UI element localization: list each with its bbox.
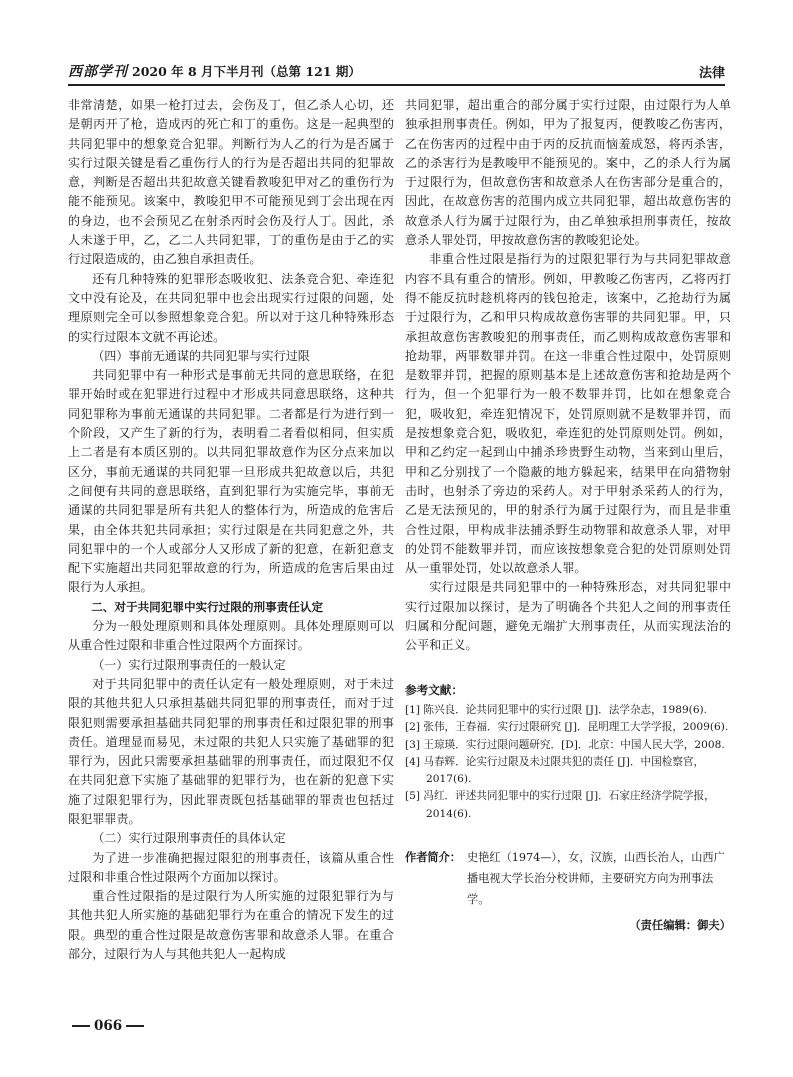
paragraph: 还有几种特殊的犯罪形态吸收犯、法条竞合犯、牵连犯文中没有论及，在共同犯罪中也会出现实行过限的问题，处理原则完全可以参照想象竞合犯。所以对于这几种特殊形态的实行过限本文就不再论述。 — [68, 271, 394, 344]
subsection-heading: （四）事前无通谋的共同犯罪与实行过限 — [92, 348, 310, 363]
author-text: 史艳红（1974—），女，汉族，山西长治人，山西广播电视大学长治分校讲师，主要研究方向为刑事法学。 — [467, 850, 725, 906]
references-title: 参考文献： — [405, 682, 463, 697]
footer-dash-right — [126, 1025, 144, 1027]
paragraph: 对于共同犯罪中的责任认定有一般处理原则，对于未过限的其他共犯人只承担基础共同犯罪的刑事责任，而对于过限犯则需要承担基础共同犯罪的刑事责任和过限犯罪的刑事责任。道理显而易见，未过限的共犯人只实施了基础罪的犯罪行为，因此只需要承担基础罪的刑事责任，而过限犯不仅在共同犯意下实施了基础罪的犯罪行为，也在新的犯意下实施了过限犯罪行为，因此罪责既包括基础罪的罪责也包括过限犯罪罪责。 — [68, 676, 394, 826]
paragraph-continued: 非常清楚，如果一枪打过去，会伤及丁，但乙杀人心切，还是朝丙开了枪，造成丙的死亡和丁的重伤。这是一起典型的共同犯罪中的想象竞合犯罪。判断行为人乙的行为是否属于实行过限关键是看乙重伤行人的行为是否超出共同的犯罪故意，判断是否超出共犯故意关键看教唆犯甲对乙的重伤行为能不能预见。该案中，教唆犯甲不可能预见到丁会出现在丙的身边，也不会预见乙在射杀丙时会伤及行人丁。因此，杀人未遂于甲，乙，乙二人共同犯罪，丁的重伤是由于乙的实行过限造成的，由乙独自承担责任。 — [68, 98, 394, 267]
paragraph: 为了进一步准确把握过限犯的刑事责任，该篇从重合性过限和非重合性过限两个方面加以探讨。 — [68, 850, 394, 884]
responsible-editor: （责任编辑：御夫） — [629, 917, 731, 932]
left-column — [68, 96, 394, 964]
section-heading: 二、对于共同犯罪中实行过限的刑事责任认定 — [91, 599, 324, 614]
header-journal-info — [68, 61, 361, 84]
right-column-body — [405, 96, 731, 656]
subsection-heading: （二）实行过限刑事责任的具体认定 — [92, 831, 286, 846]
references — [405, 682, 731, 823]
paragraph: 分为一般处理原则和具体处理原则。具体处理原则可以从重合性过限和非重合性过限两个方面探讨。 — [68, 619, 394, 653]
page-header — [68, 58, 725, 86]
reference-item: [1] 陈兴良．论共同犯罪中的实行过限 [J]．法学杂志，1989(6). — [405, 703, 708, 716]
section-name: 法律 — [698, 66, 725, 81]
reference-item: [4] 马春辉．论实行过限及未过限共犯的责任 [J]．中国检察官，2017(6). — [405, 755, 705, 786]
reference-item: [3] 王琼瑛．实行过限问题研究．[D]．北京：中国人民大学，2008. — [405, 738, 725, 751]
page-number: 066 — [94, 1018, 123, 1034]
paragraph: 实行过限是共同犯罪中的一种特殊形态，对共同犯罪中实行过限加以探讨，是为了明确各个共犯人之间的刑事责任归属和分配问题，避免无端扩大刑事责任，从而实现法治的公平和正义。 — [405, 580, 731, 653]
paragraph: 非重合性过限是指行为的过限犯罪行为与共同犯罪故意内容不具有重合的情形。例如，甲教唆乙伤害丙，乙将丙打得不能反抗时趁机将丙的钱包抢走，该案中，乙抢劫行为属于过限行为，乙和甲只构成故意伤害罪的共同犯罪。甲，只承担故意伤害教唆犯的刑事责任，而乙则构成故意伤害罪和抢劫罪，两罪数罪并罚。在这一非重合性过限中，处罚原则是数罪并罚，把握的原则基本是上述故意伤害和抢劫是两个行为，但一个犯罪行为一般不数罪并罚，比如在想象竞合犯，吸收犯，牵连犯情况下，处罚原则就不是数罪并罚，而是按想象竞合犯，吸收犯，牵连犯的处罚原则处罚。例如，甲和乙约定一起到山中捕杀珍贵野生动物，当来到山里后，甲和乙分别找了一个隐蔽的地方躲起来，结果甲在向猎物射击时，也射杀了旁边的采药人。对于甲射杀采药人的行为，乙是无法预见的，甲的射杀行为属于过限行为，而且是非重合性过限，甲构成非法捕杀野生动物罪和故意杀人罪，对甲的处罚不能数罪并罚，而应该按想象竞合犯的处罚原则处罚从一重罪处罚，处以故意杀人罪。 — [405, 252, 731, 576]
reference-item: [5] 冯红．评述共同犯罪中的实行过限 [J]．石家庄经济学院学报，2014(6). — [405, 790, 715, 820]
right-column — [405, 96, 731, 935]
page-footer — [68, 1018, 148, 1034]
issue-info: 2020 年 8 月下半月刊（总第 121 期） — [132, 64, 361, 79]
subsection-heading: （一）实行过限刑事责任的一般认定 — [92, 657, 286, 672]
author-label: 作者简介： — [405, 850, 461, 864]
paragraph: 重合性过限指的是过限行为人所实施的过限犯罪行为与其他共犯人所实施的基础犯罪行为在重合的情况下发生的过限。典型的重合性过限是故意伤害罪和故意杀人罪。在重合部分，过限行为人与其他共犯人一起构成 — [68, 889, 394, 962]
footer-dash-left — [72, 1025, 90, 1027]
paragraph: 共同犯罪中有一种形式是事前无共同的意思联络，在犯罪开始时或在犯罪进行过程中才形成共同意思联络，这种共同犯罪称为事前无通谋的共同犯罪。二者都是行为进行到一个阶段，又产生了新的行为，表明看二者看似相同，但实质上二者是有本质区别的。以共同犯罪故意作为区分点来加以区分，事前无通谋的共同犯罪一旦形成共犯故意以后，共犯之间便有共同的意思联络，直到犯罪行为实施完毕，事前无通谋的共同犯罪是所有共犯人的整体行为，所造成的危害后果，由全体共犯共同承担；实行过限是在共同犯意之外，共同犯罪中的一个人或部分人又形成了新的犯意，在新犯意支配下实施超出共同犯罪故意的行为，所造成的危害后果由过限行为人承担。 — [68, 368, 394, 595]
journal-logo: 西部学刊 — [68, 64, 128, 80]
paragraph-continued: 共同犯罪，超出重合的部分属于实行过限，由过限行为人单独承担刑事责任。例如，甲为了报复丙，便教唆乙伤害丙，乙在伤害丙的过程中由于丙的反抗而恼羞成怒，将丙杀害，乙的杀害行为是教唆甲不能预见的。案中，乙的杀人行为属于过限行为，但故意伤害和故意杀人在伤害部分是重合的，因此，在故意伤害的范围内成立共同犯罪，超出故意伤害的故意杀人行为属于过限行为，由乙单独承担刑事责任，按故意杀人罪处罚，甲按故意伤害的教唆犯论处。 — [405, 98, 731, 248]
reference-item: [2] 张伟，王春福．实行过限研究 [J]．昆明理工大学学报，2009(6). — [405, 721, 729, 734]
author-bio — [405, 847, 731, 910]
